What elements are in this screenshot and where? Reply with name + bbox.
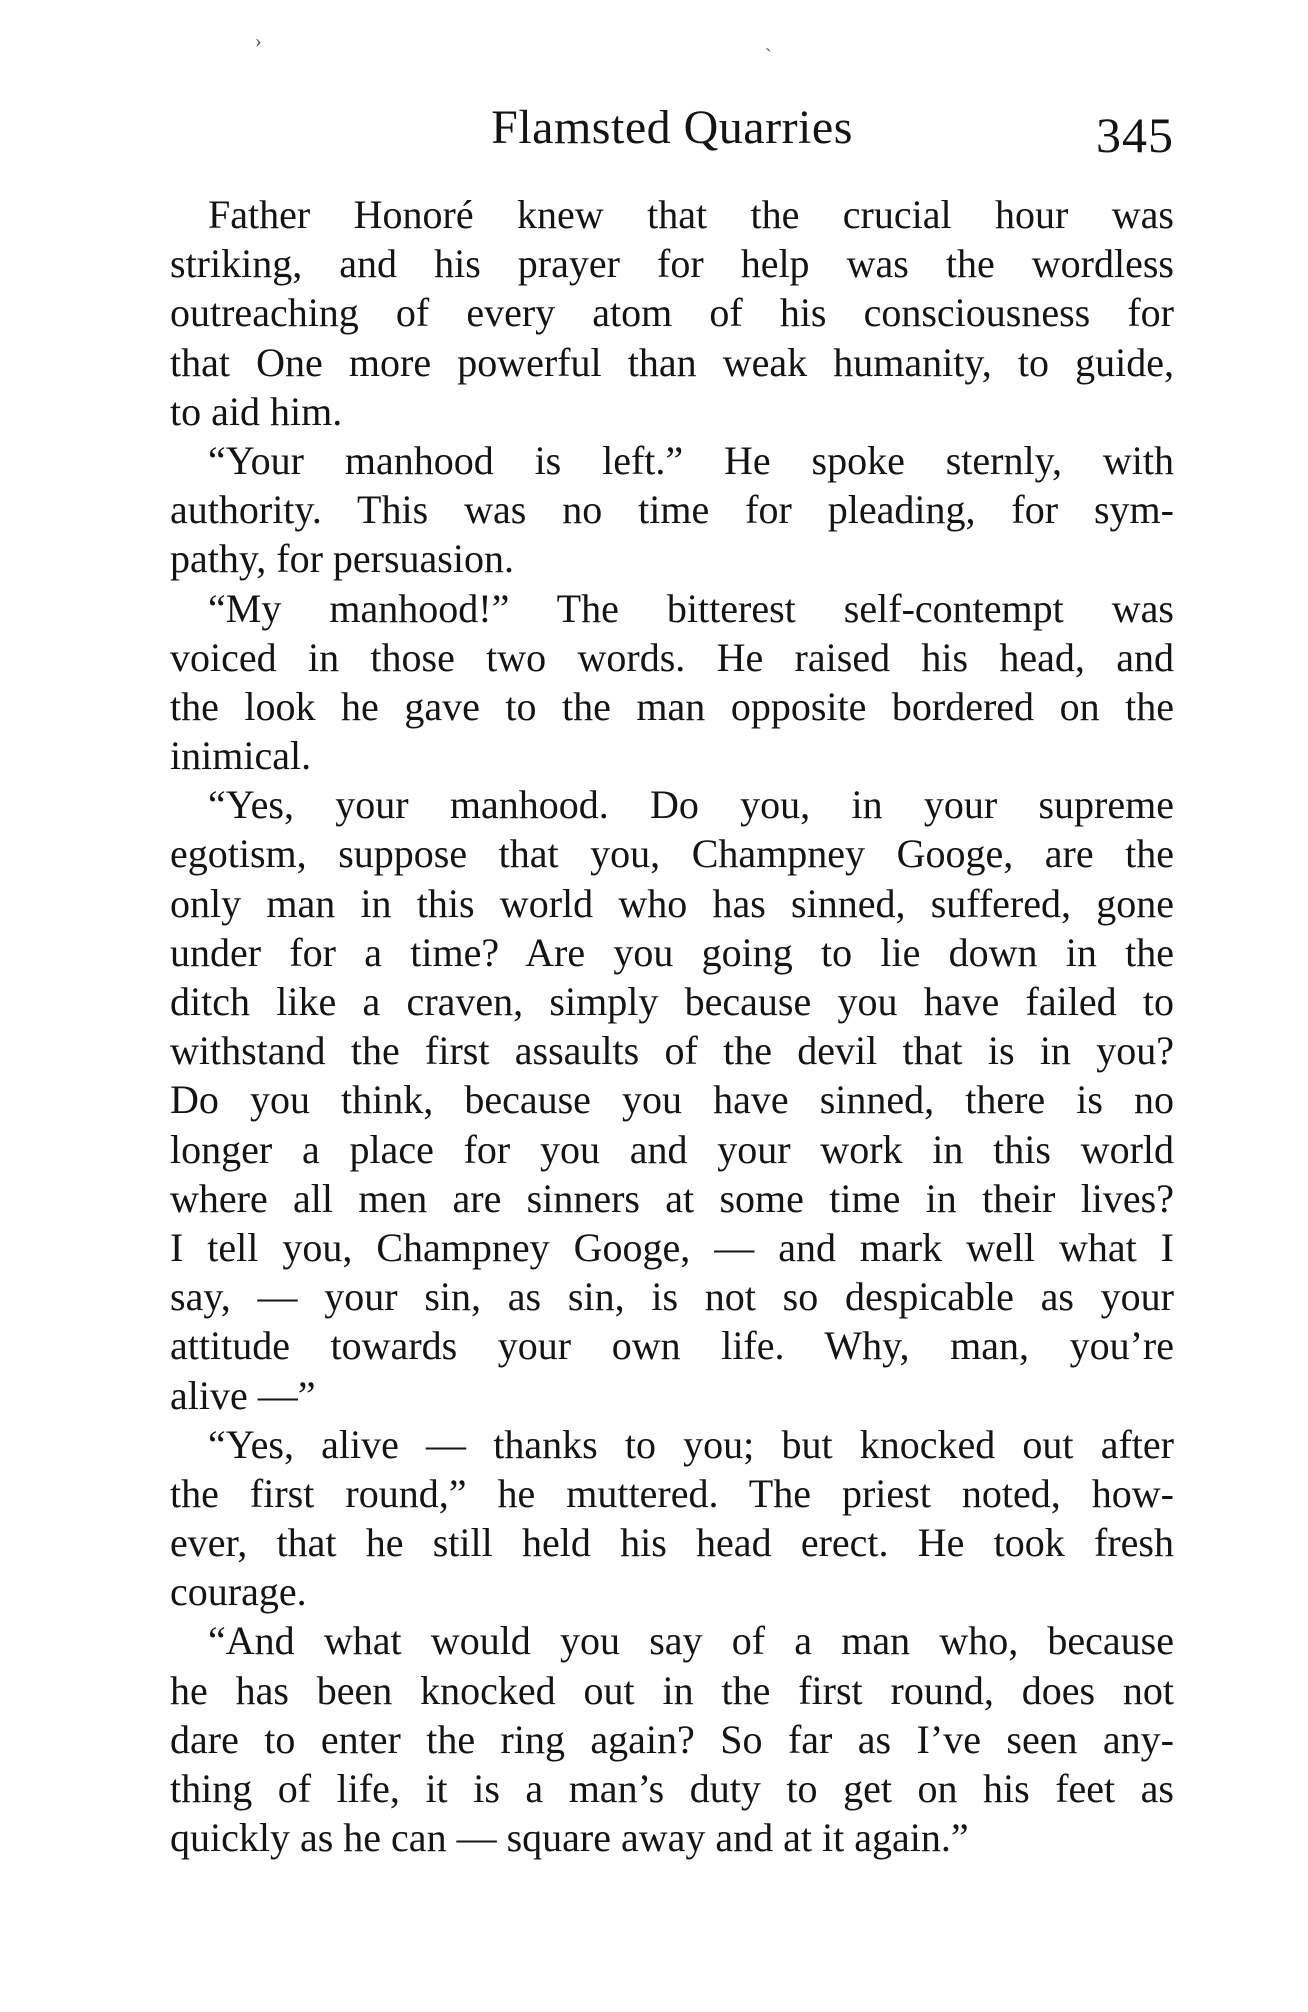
text-line: egotism, suppose that you, Champney Googe, are the <box>170 831 1174 877</box>
text-line: alive —” <box>170 1372 316 1418</box>
text-line: to aid him. <box>170 388 343 434</box>
text-line: only man in this world who has sinned, suffered, gone <box>170 880 1174 926</box>
text-line: longer a place for you and your work in this world <box>170 1126 1174 1172</box>
text-line: thing of life, it is a man’s duty to get on his feet as <box>170 1766 1174 1811</box>
text-line: under for a time? Are you going to lie down in the <box>170 929 1174 975</box>
text-line: “And what would you say of a man who, because <box>208 1618 1174 1664</box>
text-line: “Yes, alive — thanks to you; but knocked out after <box>208 1421 1174 1467</box>
text-line: ever, that he still held his head erect. He took fresh <box>170 1520 1174 1566</box>
text-line: dare to enter the ring again? So far as I’ve seen any- <box>170 1716 1174 1762</box>
text-line: the look he gave to the man opposite bordered on the <box>170 683 1174 729</box>
text-line: quickly as he can — square away and at it again.” <box>170 1815 969 1861</box>
text-line: “My manhood!” The bitterest self-contempt was <box>208 585 1174 631</box>
text-line: courage. <box>170 1569 307 1615</box>
text-line: striking, and his prayer for help was the wordless <box>170 241 1174 287</box>
text-line: withstand the first assaults of the devil that is in you? <box>170 1028 1174 1074</box>
text-line: voiced in those two words. He raised his head, and <box>170 634 1174 680</box>
text-line: “Yes, your manhood. Do you, in your supreme <box>208 782 1174 828</box>
text-line: Father Honoré knew that the crucial hour was <box>208 192 1174 237</box>
running-title: Flamsted Quarries <box>491 101 853 154</box>
text-line: inimical. <box>170 733 312 779</box>
text-line: outreaching of every atom of his consciousness for <box>170 290 1174 336</box>
text-line: he has been knocked out in the first round, does not <box>170 1667 1174 1713</box>
text-line: ditch like a craven, simply because you have failed to <box>170 979 1174 1024</box>
body-text <box>170 190 1174 1862</box>
page-header <box>170 100 1174 180</box>
text-line: “Your manhood is left.” He spoke sternly, with <box>208 437 1174 483</box>
text-line: where all men are sinners at some time in their lives? <box>170 1175 1174 1221</box>
text-line: Do you think, because you have sinned, there is no <box>170 1077 1174 1123</box>
text-line: the first round,” he muttered. The priest noted, how- <box>170 1470 1174 1516</box>
scan-mark-left: › <box>255 30 262 52</box>
text-line: pathy, for persuasion. <box>170 536 514 582</box>
page-number: 345 <box>1096 107 1174 163</box>
text-line: authority. This was no time for pleading, for sym- <box>170 487 1174 533</box>
text-line: that One more powerful than weak humanity, to guide, <box>170 339 1174 385</box>
text-line: I tell you, Champney Googe, — and mark well what I <box>170 1224 1174 1270</box>
text-line: attitude towards your own life. Why, man, you’re <box>170 1323 1174 1369</box>
text-line: say, — your sin, as sin, is not so despicable as your <box>170 1274 1174 1320</box>
scan-mark-right: ˎ <box>765 30 772 52</box>
